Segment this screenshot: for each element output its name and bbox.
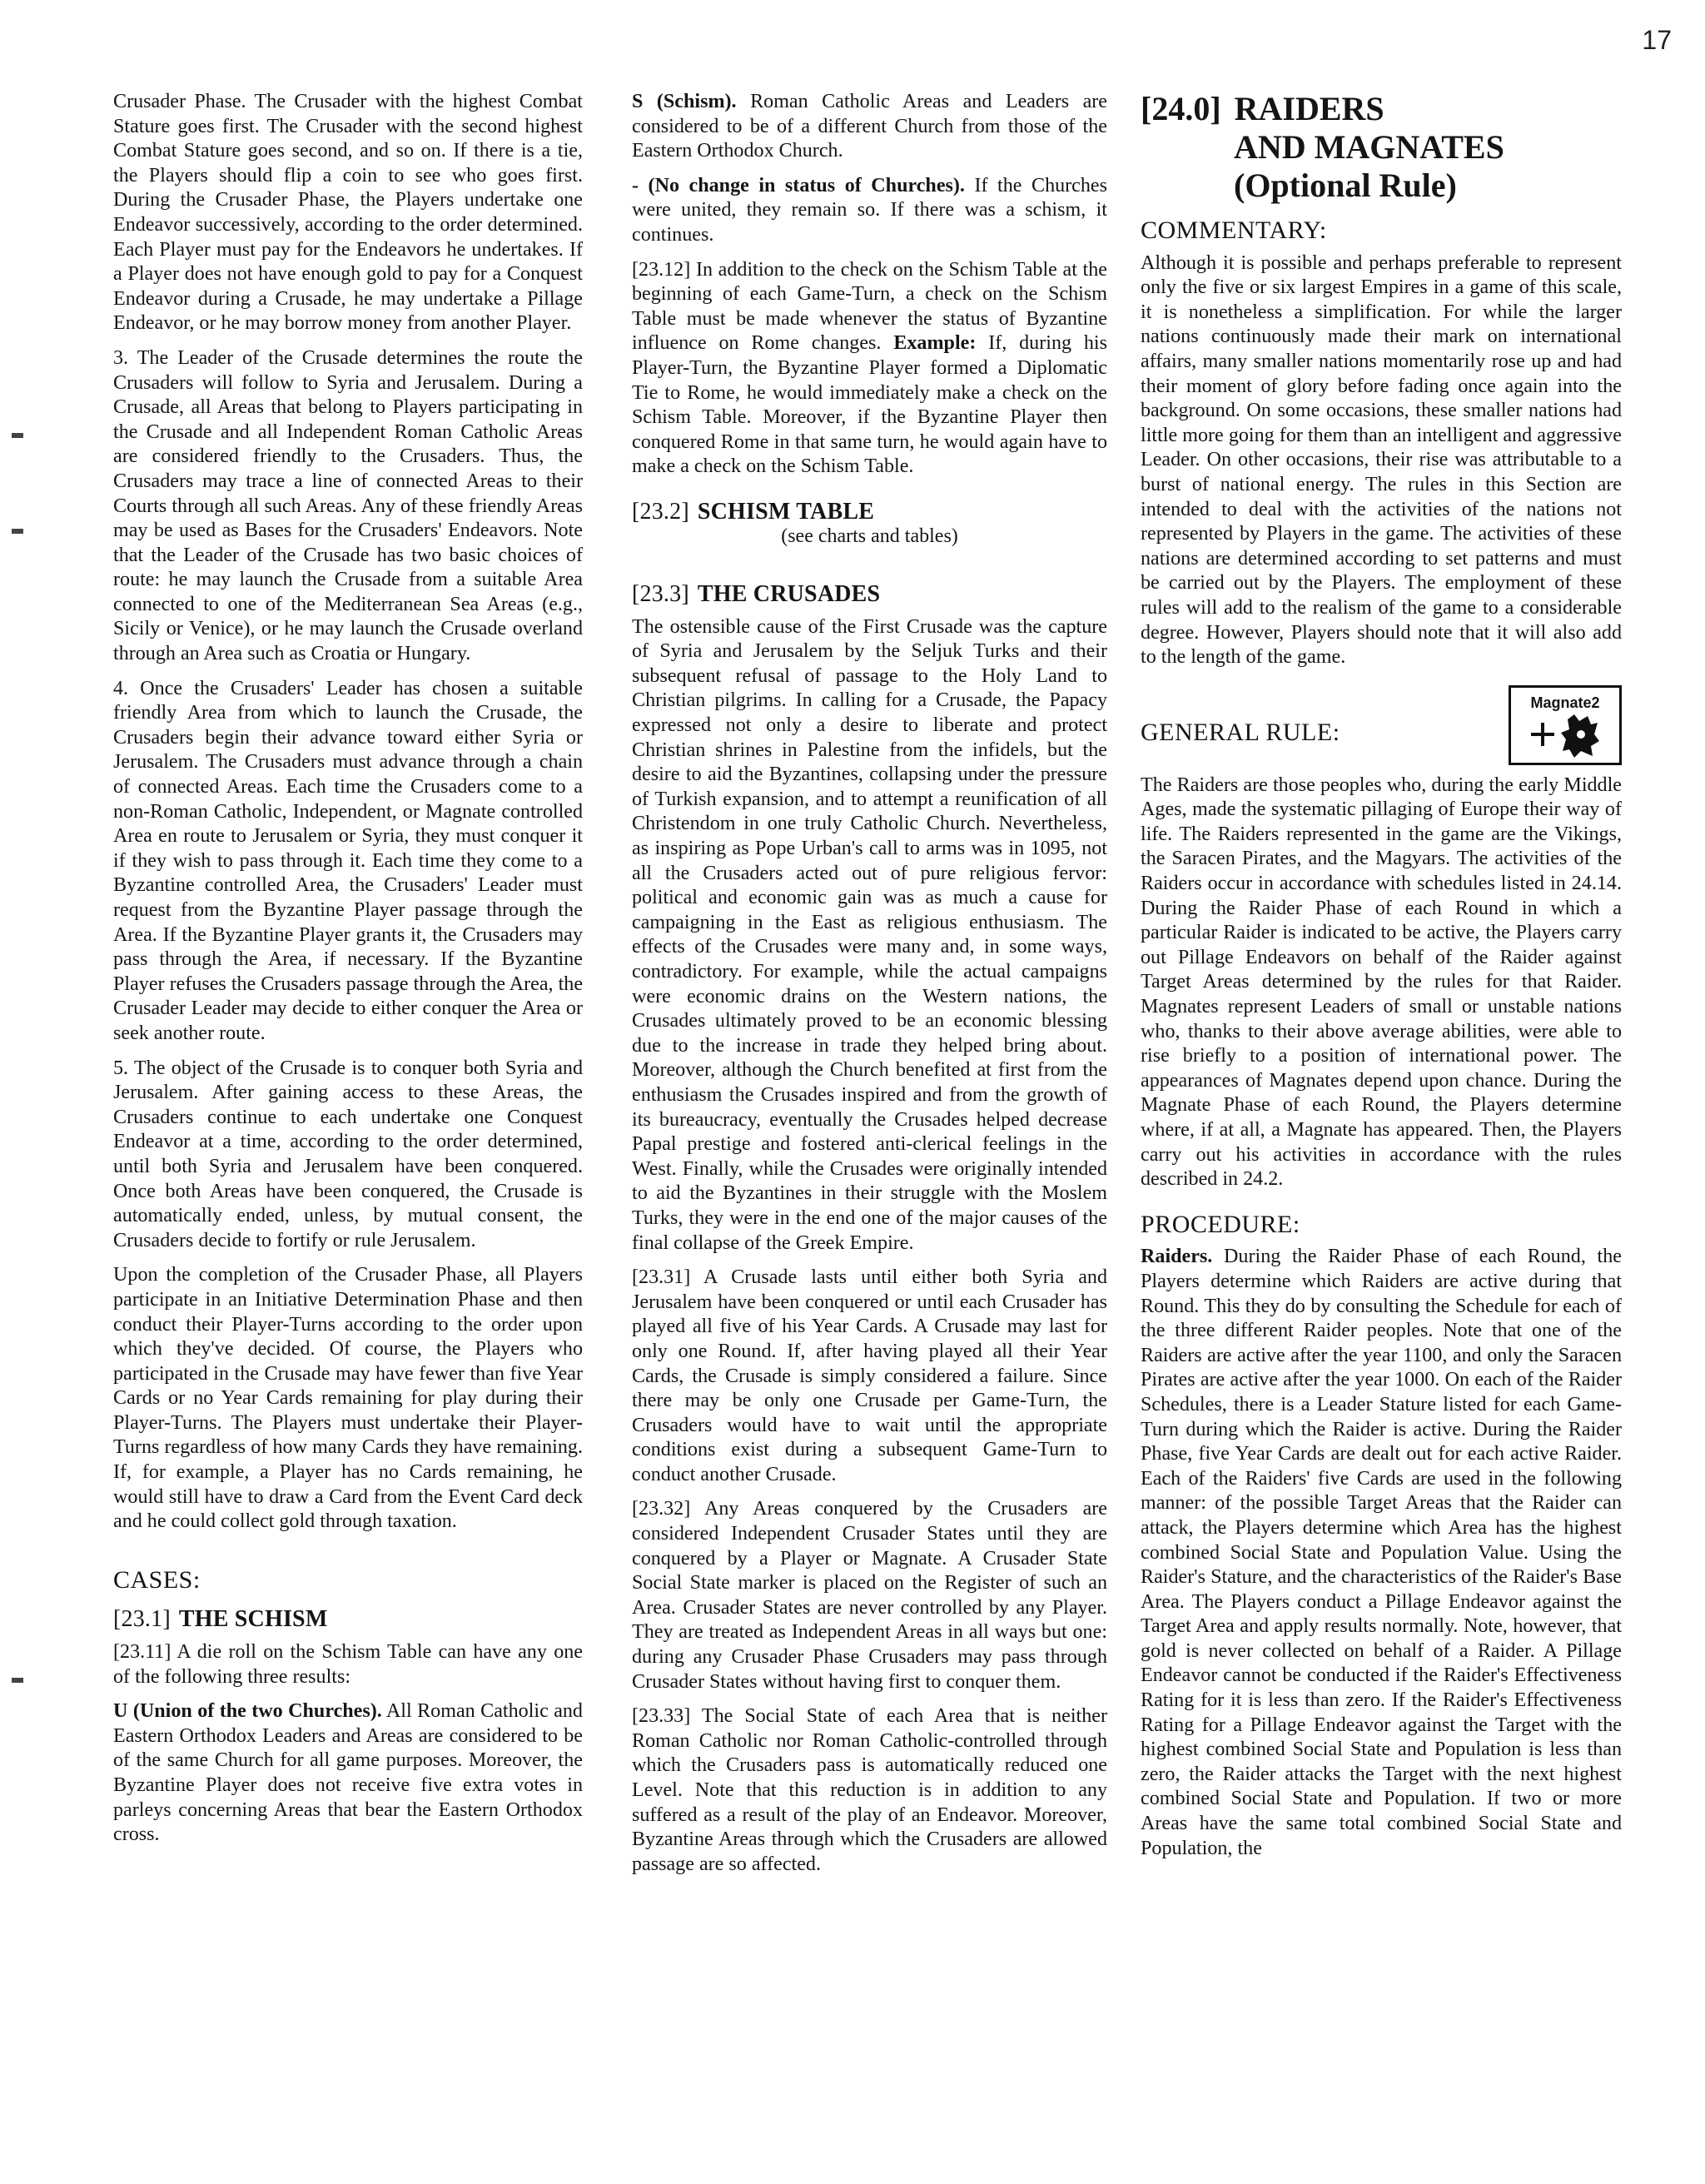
section-number: [24.0]: [1141, 90, 1221, 127]
marker-label: Magnate2: [1530, 694, 1600, 711]
magnate-counter: [1509, 685, 1622, 765]
paragraph: [1141, 1245, 1622, 1861]
page-number: 17: [1642, 25, 1672, 55]
rule-lead: U (Union of the two Churches).: [113, 1700, 382, 1723]
paragraph: Although it is possible and perhaps preferable to represent only the five or six largest Empires in a game of this scale, it is nonetheless a simplification. For while the larger nations continuously made their mark on international affairs, many smaller nations momentarily rose up and had their moment of glory before fading once again into the background. On some occasions, these smaller nations had little more going for them than an intelligent and aggressive Leader. On other occasions, their rise was attributable to a burst of national energy. The rules in this Section are intended to deal with the activities of the nations not represented by Players in the game. The activities of these nations are determined according to set patterns and must be carried out by the Players. The employment of these rules will add to the realism of the game to a considerable degree. However, Players should note that it will also add to the length of the game.: [1141, 251, 1622, 669]
paragraph: 3. The Leader of the Crusade determines the route the Crusaders will follow to Syria and Jerusalem. During a Crusade, all Areas that belong to Players participating in the Crusade and all Independent Roman Catholic Areas are considered friendly to the Crusaders. Thus, the Crusaders may trace a line of connected Areas to their Courts through all such Areas. Any of these friendly Areas may be used as Bases for the Crusaders' Endeavors. Note that the Leader of the Crusade has two basic choices of route: he may launch the Crusade from a suitable Area connected to one of the Mediterranean Sea Areas (e.g., Sicily or Venice), or he may launch the Crusade overland through an Area such as Croatia or Hungary.: [113, 346, 583, 665]
paragraph: 4. Once the Crusaders' Leader has chosen a suitable friendly Area from which to launch the Crusade, the Crusaders begin their advance toward either Syria or Jerusalem. The Crusaders must advance through a chain of connected Areas. Each time the Crusaders come to a non-Roman Catholic, Independent, or Magnate controlled Area en route to Jerusalem or Syria, they must conquer it if they wish to pass through it. Each time they come to a Byzantine controlled Area, the Crusaders' Leader must request from the Byzantine Player passage through the Area. If the Byzantine Player grants it, the Crusaders may pass through the Area, if necessary. If the Byzantine Player refuses the Crusaders passage through the Area, the Crusader Leader may decide to either conquer the Area or seek another route.: [113, 677, 584, 1044]
section-title: THE SCHISM: [178, 1606, 328, 1633]
rule-text: During the Raider Phase of each Round, the Players determine which Raiders are active during that Round. This they do by consulting the Schedule for each of the three different Raider peoples. Note that one of the Raiders are active after the year 1100, and only the Saracen Pirates are active after the year 1000. On each of the Raider Schedules, there is a Leader Stature listed for each Game-Turn during which the Raider is active. During the Raider Phase, five Year Cards are dealt out for each active Raider. Each of the Raiders' five Cards are used in the following manner: of the possible Target Areas that the Raider can attack, the Players determine which Area has the highest combined Social State and Population Value. Using the Raider's Stature, and the characteristics of the Raider's Base Area. The Players conduct a Pillage Endeavor against the Target Area and apply results normally. Note, however, that gold is never collected on behalf of a Raider. A Pillage Endeavor cannot be conducted if the Raider's Effectiveness Rating for it is less than zero. If the Raider's Effectiveness Rating for a Pillage Endeavor against the Target with the highest combined Social State and Population is less than zero, the Raider attacks the Target with the next highest combined Social State and Population. If two or more Areas have the same total combined Social State and Population, the: [1141, 1246, 1622, 1859]
binding-mark: [12, 433, 23, 438]
rule-text: A die roll on the Schism Table can have any one of the following three results:: [113, 1641, 583, 1688]
column-middle: [632, 90, 1107, 1887]
paragraph: The Raiders are those peoples who, during the early Middle Ages, made the systematic pillaging of Europe their way of life. The Raiders represented in the game are the Vikings, the Saracen Pirates, and the Magyars. The activities of the Raiders occur in accordance with schedules listed in 24.14. During the Raider Phase of each Round in which a particular Raider is indicated to be active, the Players carry out Pillage Endeavors on behalf of the Raider against Target Areas determined by the rules for that Raider. Magnates represent Leaders of small or unstable nations who, thanks to their above average abilities, were able to rise briefly to a position of international power. The appearances of Magnates depend upon chance. During the Magnate Phase of each Round, the Players determine where, if at all, a Magnate has appeared. Then, the Players carry out his activities in accordance with the rules described in 24.2.: [1141, 774, 1622, 1191]
paragraph: Upon the completion of the Crusader Phase, all Players participate in an Initiative Determination Phase and then conduct their Player-Turns according to the order upon which they've decided. Of course, the Players who participated in the Crusade may have fewer than five Year Cards or no Year Cards remaining for play during their Player-Turns. The Players must undertake their Player-Turns regardless of how many Cards they have remaining. If, for example, a Player has no Cards remaining, he would still have to draw a Card from the Event Card deck and he could collect gold through taxation.: [113, 1264, 583, 1533]
column-left: [113, 90, 583, 1858]
rule-text: All Roman Catholic and Eastern Orthodox Leaders and Areas are considered to be of the same Church for all game purposes. Moreover, the Byzantine Player does not receive five extra votes in parleys concerning Areas that bear the Eastern Orthodox cross.: [113, 1700, 583, 1846]
paragraph: 5. The object of the Crusade is to conquer both Syria and Jerusalem. After gaining access to these Areas, the Crusaders continue to each undertake one Conquest Endeavor at a time, according to the order determined, until both Syria and Jerusalem have been conquered. Once both Areas have been conquered, the Crusade is automatically ended, unless, by mutual consent, the Crusaders decide to fortify or rule Jerusalem.: [113, 1057, 583, 1251]
paragraph: [113, 1699, 583, 1848]
section-heading-24-0: [1141, 90, 1622, 205]
paragraph: [632, 1266, 1107, 1487]
general-rule-heading: GENERAL RULE:: [1141, 718, 1340, 746]
section-heading-23-3: [632, 582, 1107, 607]
section-subtitle: (see charts and tables): [781, 525, 958, 547]
paragraph: [632, 1497, 1107, 1694]
rule-text: Any Areas conquered by the Crusaders are considered Independent Crusader States until they are conquered by a Player or Magnate. A Crusader State Social State marker is placed on the Register of such an Area. Crusader States are never controlled by any Player. They are treated as Independent Areas in all ways but one: during any Crusader Phase Crusaders may pass through Crusader States without having first to conquer them.: [632, 1498, 1107, 1693]
rule-text: Roman Catholic Areas and Leaders are considered to be of a different Church from those of the Eastern Orthodox Church.: [632, 91, 1107, 162]
rule-number: [23.32]: [632, 1498, 691, 1520]
rule-number: [23.31]: [632, 1266, 691, 1289]
section-number: [23.2]: [632, 498, 689, 525]
section-number: [23.1]: [113, 1606, 171, 1633]
paragraph: [632, 174, 1107, 248]
section-title: THE CRUSADES: [697, 581, 881, 608]
example-text: If, during his Player-Turn, the Byzantine Player formed a Diplomatic Tie to Rome, he would immediately make a check on the Schism Table. Moreover, if the Byzantine Player then conquered Rome in that same turn, he would again have to make a check on the Schism Table.: [632, 332, 1108, 478]
commentary-heading: COMMENTARY:: [1141, 216, 1327, 244]
rule-text: In addition to the check on the Schism Table at the beginning of each Game-Turn, a check on the Schism Table must be made whenever the status of Byzantine influence on Rome changes.: [632, 258, 1107, 355]
paragraph: [632, 1704, 1107, 1877]
magnate-counter-icon: [1528, 713, 1603, 759]
section-title-line: AND MAGNATES: [1234, 128, 1504, 166]
rule-number: [23.33]: [632, 1705, 691, 1728]
paragraph: Crusader Phase. The Crusader with the highest Combat Stature goes first. The Crusader with the second highest Combat Stature goes second, and so on. If there is a tie, the Players should flip a coin to see who goes first. During the Crusader Phase, the Players undertake one Endeavor successively, according to the order determined. Each Player must pay for the Endeavors he undertakes. If a Player does not have enough gold to pay for a Conquest Endeavor during a Crusade, he may undertake a Pillage Endeavor, or he may borrow money from another Player.: [113, 91, 583, 335]
section-title-line: RAIDERS: [1234, 90, 1384, 127]
section-title-line: (Optional Rule): [1234, 167, 1457, 204]
binding-mark: [12, 1678, 23, 1683]
cases-heading: CASES:: [113, 1565, 201, 1594]
rule-text: The Social State of each Area that is neither Roman Catholic nor Roman Catholic-controlled through which the Crusaders pass is automatically reduced one Level. Note that this reduction is in addition to any suffered as a result of the play of an Endeavor. Moreover, Byzantine Areas through which the Crusaders are allowed passage are so affected.: [632, 1705, 1107, 1875]
rule-lead: Raiders.: [1141, 1246, 1213, 1268]
rule-lead: - (No change in status of Churches).: [632, 174, 965, 197]
rule-text: A Crusade lasts until either both Syria and Jerusalem have been conquered or until each Crusader has played all five of his Year Cards. A Crusade may last for only one Round. If, after having played all their Year Cards, the Crusade is simply considered a failure. Since there may be only one Crusade per Game-Turn, the Crusaders would have to wait until the appropriate conditions exist during a subsequent Game-Turn to conduct another Crusade.: [632, 1266, 1107, 1485]
paragraph: [632, 258, 1107, 480]
section-heading-23-1: [113, 1607, 583, 1632]
section-title: SCHISM TABLE: [697, 498, 875, 525]
rule-number: [23.11]: [113, 1641, 171, 1664]
example-lead: Example:: [893, 332, 977, 355]
paragraph: The ostensible cause of the First Crusade was the capture of Syria and Jerusalem by the Seljuk Turks and their subsequent refusal of passage to the Holy Land to Christian pilgrims. In calling for a Crusade, the Papacy expressed not only a desire to liberate and protect Christian shrines in Palestine from the infidels, but the desire to aid the Byzantines, collapsing under the pressure of Turkish expansion, and to attempt a reunification of all Christendom in one truly Catholic Church. Nevertheless, as inspiring as Pope Urban's call to arms was in 1095, not all the Crusaders acted out of pure religious fervor: political and economic gain was as much a cause for campaigning in the East as religious enthusiasm. The effects of the Crusades were many and, in some ways, contradictory. For example, while the actual campaigns were economic drains on the Western nations, the Crusades ultimately proved to be an economic blessing due to the increase in trade they helped bring about. Moreover, although the Church benefited at first from the enthusiasm the Crusades inspired and from the growth of its bureaucracy, eventually the Crusades helped decrease Papal prestige and fostered anti-clerical feelings in the West. Finally, while the Crusades were originally intended to aid the Byzantines in their struggle with the Moslem Turks, they were in the end one of the major causes of the final collapse of the Greek Empire.: [632, 615, 1107, 1254]
section-number: [23.3]: [632, 581, 689, 608]
rule-number: [23.12]: [632, 258, 691, 281]
rule-text: If the Churches were united, they remain so. If there was a schism, it continues.: [632, 174, 1107, 246]
paragraph: [113, 1640, 583, 1689]
column-right: [1141, 90, 1622, 1871]
paragraph: [632, 90, 1107, 164]
procedure-heading: PROCEDURE:: [1141, 1210, 1300, 1238]
rule-lead: S (Schism).: [632, 91, 737, 112]
binding-mark: [12, 529, 23, 534]
section-heading-23-2: [632, 500, 1107, 525]
